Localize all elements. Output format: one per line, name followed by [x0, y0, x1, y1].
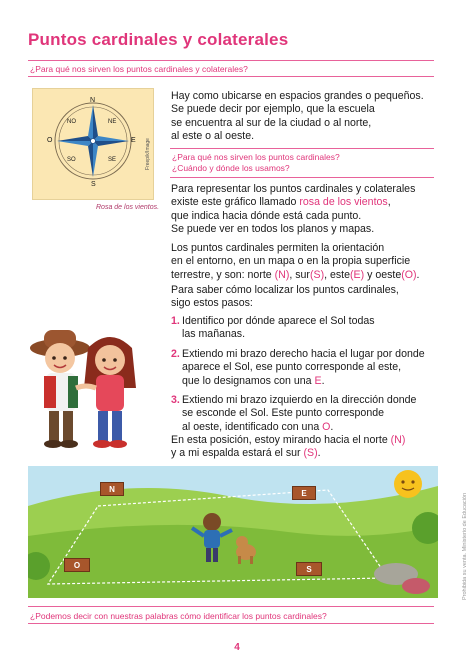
highlight-n: (N) [390, 434, 406, 446]
highlight-s: (S) [309, 268, 325, 281]
step-item [171, 394, 451, 434]
final-paragraph [171, 434, 451, 461]
compass-label-no: NO [67, 119, 76, 125]
compass-label-se: SE [108, 157, 117, 163]
step-line: las mañanas. [182, 328, 246, 341]
para-text: y a mi espalda estará el sur [171, 447, 304, 460]
step-line: se esconde el Sol. Este punto corresponde [182, 407, 385, 420]
highlight-rosa: rosa de los vientos [299, 196, 388, 209]
step-line: aparece el Sol, ese punto corresponde al este, [182, 361, 402, 374]
bottom-question-rule-top [28, 606, 434, 607]
step-number: 1. [171, 315, 180, 327]
paragraph-pasos [171, 284, 446, 311]
para-text: . [317, 447, 321, 460]
side-credit: Prohibida su venta. Ministerio de Educación [462, 492, 468, 600]
steps-list [171, 315, 451, 434]
intro-paragraph [171, 90, 441, 144]
highlight-e: E [314, 374, 322, 387]
para-line [171, 434, 451, 447]
para-text: existe este gráfico llamado [171, 196, 300, 209]
top-question: ¿Para qué nos sirven los puntos cardinales y colaterales? [30, 64, 248, 74]
park-scene-illustration [28, 466, 438, 598]
para-text: . [416, 268, 420, 281]
mid-question-rule-bottom [170, 177, 434, 178]
sign-o: O [64, 558, 90, 572]
compass-caption: Rosa de los vientos. [96, 204, 160, 211]
compass-rose-panel [32, 88, 154, 200]
compass-label-so: SO [67, 157, 76, 163]
title-rule [28, 60, 434, 61]
children-walking-illustration [22, 318, 154, 460]
para-text: y oeste [364, 268, 402, 281]
compass-label-s: S [91, 181, 96, 188]
compass-label-e: E [131, 137, 136, 144]
step-number: 3. [171, 394, 180, 407]
step-text: al oeste, identificado con una [182, 420, 323, 433]
sign-e: E [292, 486, 316, 500]
mid-question-line: ¿Cuándo y dónde los usamos? [172, 163, 290, 173]
intro-line: se encuentra al sur de la ciudad o al norte, [171, 116, 372, 129]
para-text: En esta posición, estoy mirando hacia el norte [171, 434, 391, 446]
compass-label-ne: NE [108, 119, 117, 125]
compass-label-o: O [47, 137, 53, 144]
mid-question-rule-top [170, 148, 434, 149]
highlight-n: (N) [274, 268, 290, 281]
top-question-rule [28, 76, 434, 77]
bottom-question: ¿Podemos decir con nuestras palabras cómo identificar los puntos cardinales? [30, 611, 327, 621]
para-line: Para saber cómo localizar los puntos cardinales, [171, 284, 399, 296]
para-line [171, 447, 451, 460]
step-line [182, 375, 451, 388]
step-number: 2. [171, 347, 180, 360]
step-item [171, 315, 451, 342]
para-line: que indica hacia dónde está cada punto. [171, 209, 362, 222]
intro-line: Se puede decir por ejemplo, que la escuela [171, 103, 375, 116]
page-title: Puntos cardinales y colaterales [28, 30, 289, 49]
step-text: que lo designamos con una [182, 374, 315, 387]
sign-n: N [100, 482, 124, 496]
page-number: 4 [234, 642, 240, 653]
compass-label-n: N [90, 97, 96, 104]
bottom-question-rule-bottom [28, 623, 434, 624]
highlight-o: O [322, 420, 331, 433]
intro-line: Hay como ubicarse en espacios grandes o pequeños. [171, 90, 424, 102]
para-line: Se puede ver en todos los planos y mapas. [171, 223, 375, 236]
highlight-o: (O) [401, 268, 417, 281]
step-item [171, 348, 451, 388]
step-text: . [321, 374, 325, 387]
para-text: , sur [289, 268, 310, 281]
mid-question [172, 152, 340, 174]
paragraph-cardinales [171, 242, 451, 282]
sign-s: S [296, 562, 322, 576]
paragraph-rosa [171, 183, 446, 237]
para-line: Los puntos cardinales permiten la orientación [171, 242, 385, 254]
para-line: Para representar los puntos cardinales y colaterales [171, 183, 416, 195]
para-text: , [387, 196, 391, 209]
para-text: , este [324, 268, 351, 281]
para-text: terrestre, y son: norte [171, 268, 275, 281]
step-text: . [330, 420, 334, 433]
para-line: en el entorno, en un mapa o en la propia superficie [171, 255, 411, 268]
highlight-s: (S) [303, 447, 318, 460]
highlight-e: (E) [350, 268, 365, 281]
step-line: Identifico por dónde aparece el Sol todas [182, 315, 375, 327]
step-line [182, 421, 451, 434]
compass-credit: Freepik/Image [145, 138, 151, 170]
para-line [171, 196, 446, 209]
mid-question-line: ¿Para qué nos sirven los puntos cardinales? [172, 152, 340, 162]
intro-line: al este o al oeste. [171, 130, 255, 143]
para-line [171, 269, 451, 282]
step-line: Extiendo mi brazo izquierdo en la dirección donde [182, 394, 417, 407]
step-line: Extiendo mi brazo derecho hacia el lugar por donde [182, 347, 425, 360]
para-line: sigo estos pasos: [171, 297, 253, 310]
